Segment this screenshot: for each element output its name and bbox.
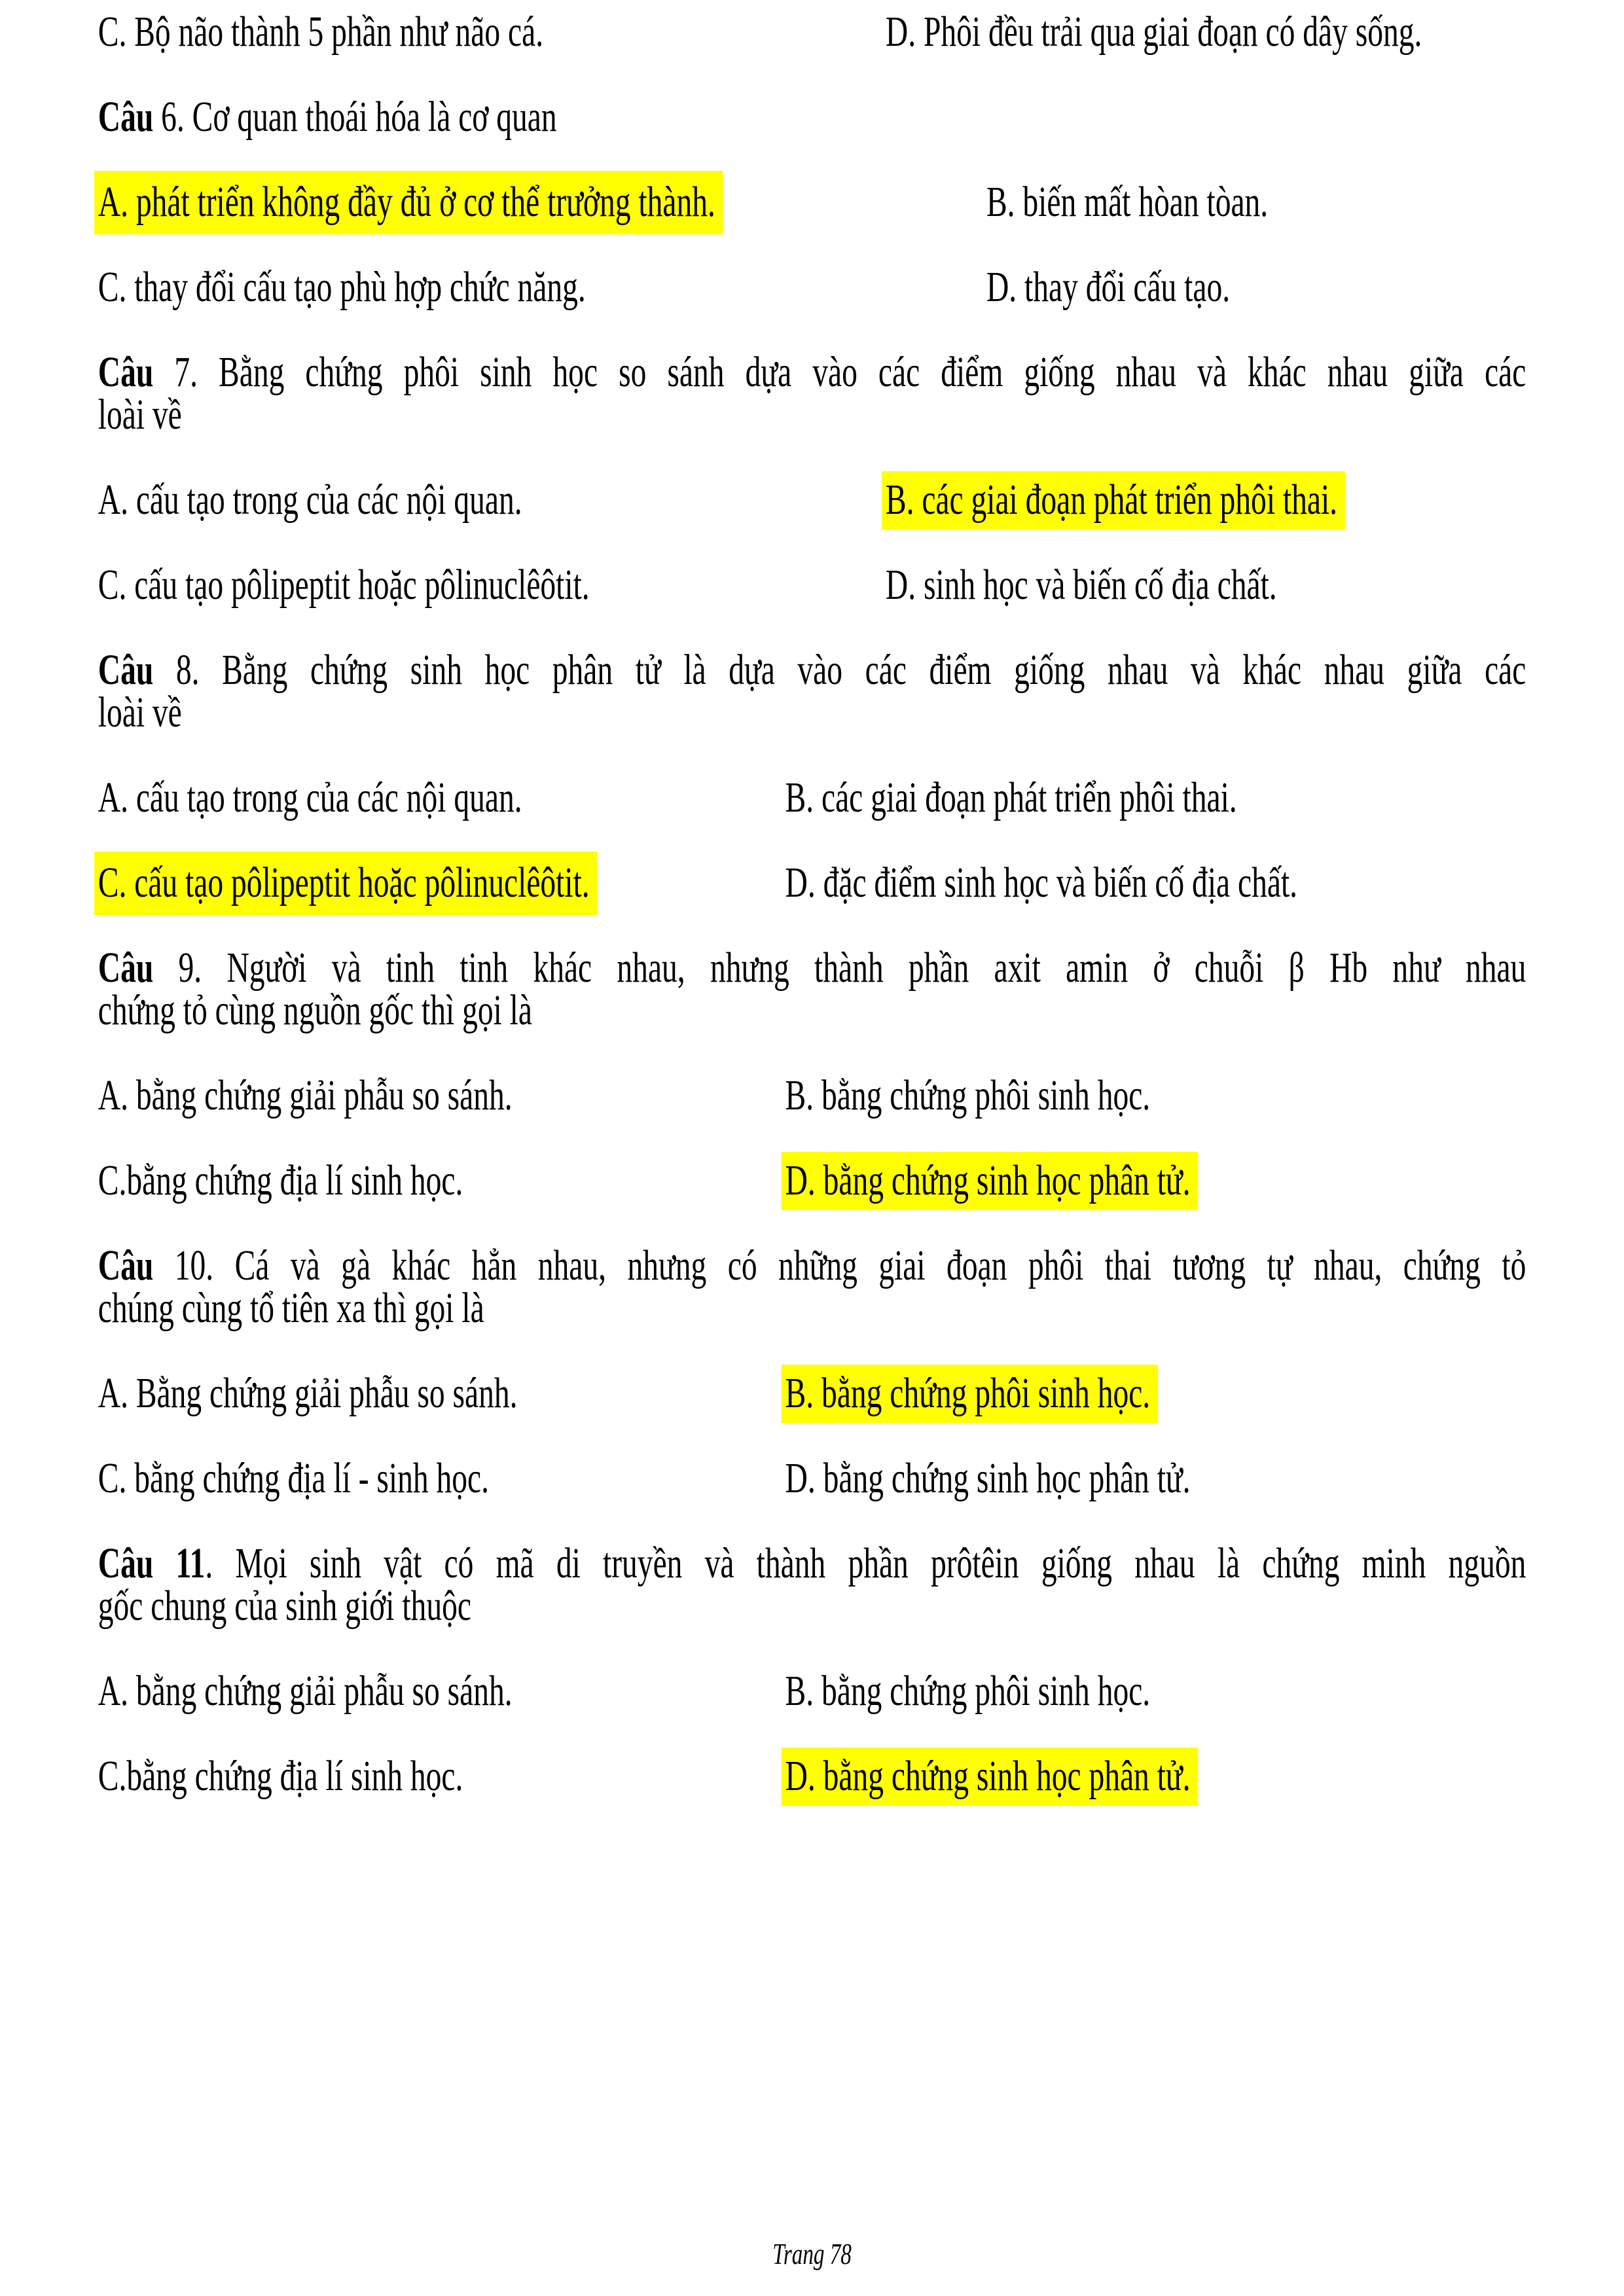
question-7-options-cd — [98, 561, 1526, 609]
option-b: B. bằng chứng phôi sinh học. — [785, 1667, 1151, 1715]
question-6-text: 6. Cơ quan thoái hóa là cơ quan — [153, 93, 557, 141]
option-c: C. cấu tạo pôlipeptit hoặc pôlinuclêôtit. — [94, 852, 597, 915]
question-11-line1: Câu 11. Mọi sinh vật có mã di truyền và thành phần prôtêin giống nhau là chứng minh nguồn — [98, 1539, 1526, 1587]
option-d: D. sinh học và biến cố địa chất. — [885, 561, 1277, 609]
question-10-options-ab — [98, 1369, 1526, 1417]
option-d: D. bằng chứng sinh học phân tử. — [785, 1454, 1191, 1502]
question-6-heading — [98, 93, 1526, 141]
question-7-heading — [98, 348, 1526, 439]
option-d: D. Phôi đều trải qua giai đoạn có dây sống. — [885, 8, 1422, 56]
option-b: B. các giai đoạn phát triển phôi thai. — [882, 471, 1344, 529]
question-8-line2: loài về — [98, 689, 182, 736]
question-11-heading — [98, 1539, 1526, 1630]
option-d: D. bằng chứng sinh học phân tử. — [782, 1748, 1198, 1806]
question-6-options-ab — [98, 178, 1526, 226]
question-10-line1: Câu 10. Cá và gà khác hẳn nhau, nhưng có những giai đoạn phôi thai tương tự nhau, chứng tỏ — [98, 1242, 1526, 1289]
option-c: C.bằng chứng địa lí sinh học. — [98, 1157, 463, 1204]
question-9-options-cd — [98, 1159, 1526, 1202]
option-d: D. đặc điểm sinh học và biến cố địa chất. — [785, 859, 1298, 906]
question-9-heading — [98, 944, 1526, 1034]
option-c: C. thay đổi cấu tạo phù hợp chức năng. — [98, 263, 586, 311]
question-9-options-ab — [98, 1071, 1526, 1119]
page-number: Trang 78 — [772, 2237, 852, 2270]
question-10-line2: chúng cùng tổ tiên xa thì gọi là — [98, 1284, 484, 1332]
option-a: A. cấu tạo trong của các nội quan. — [98, 774, 522, 821]
question-11-options-ab — [98, 1667, 1526, 1715]
question-9-label: Câu — [98, 944, 154, 992]
option-c: C.bằng chứng địa lí sinh học. — [98, 1752, 463, 1800]
question-7-label: Câu — [98, 348, 154, 396]
option-d: D. thay đổi cấu tạo. — [986, 263, 1231, 311]
question-11-options-cd — [98, 1752, 1526, 1800]
question-8-options-ab — [98, 776, 1526, 819]
option-c: C. bằng chứng địa lí - sinh học. — [98, 1454, 489, 1502]
option-b: B. bằng chứng phôi sinh học. — [782, 1365, 1158, 1423]
question-10-label: Câu — [98, 1242, 154, 1289]
options-row-q5-cd — [98, 8, 1526, 56]
question-7-line1: Câu 7. Bằng chứng phôi sinh học so sánh dựa vào các điểm giống nhau và khác nhau giữa các — [98, 348, 1526, 396]
option-b: B. bằng chứng phôi sinh học. — [785, 1071, 1151, 1119]
question-8-heading — [98, 646, 1526, 736]
question-8-line1: Câu 8. Bằng chứng sinh học phân tử là dựa vào các điểm giống nhau và khác nhau giữa các — [98, 646, 1526, 694]
option-d: D. bằng chứng sinh học phân tử. — [782, 1152, 1198, 1210]
question-7-options-ab — [98, 476, 1526, 524]
question-7-line2: loài về — [98, 391, 182, 439]
question-9-line1: Câu 9. Người và tinh tinh khác nhau, nhưng thành phần axit amin ở chuỗi β Hb như nhau — [98, 944, 1526, 992]
question-11-line2: gốc chung của sinh giới thuộc — [98, 1582, 471, 1630]
question-8-label: Câu — [98, 646, 154, 694]
question-9-line2: chứng tỏ cùng nguồn gốc thì gọi là — [98, 986, 532, 1034]
question-6-options-cd — [98, 263, 1526, 311]
option-a: A. bằng chứng giải phẫu so sánh. — [98, 1071, 513, 1119]
option-a: A. phát triển không đầy đủ ở cơ thể trưởng thành. — [94, 171, 723, 234]
question-11-label: Câu 11 — [98, 1539, 206, 1587]
question-8-options-cd — [98, 861, 1526, 904]
option-b: B. các giai đoạn phát triển phôi thai. — [785, 774, 1237, 821]
option-a: A. bằng chứng giải phẫu so sánh. — [98, 1667, 513, 1715]
question-10-heading — [98, 1242, 1526, 1332]
option-b: B. biến mất hòan tòan. — [986, 178, 1269, 226]
question-10-options-cd — [98, 1454, 1526, 1502]
option-a: A. Bằng chứng giải phẫu so sánh. — [98, 1369, 518, 1417]
option-c: C. Bộ não thành 5 phần như não cá. — [98, 8, 544, 56]
option-a: A. cấu tạo trong của các nội quan. — [98, 476, 522, 524]
option-c: C. cấu tạo pôlipeptit hoặc pôlinuclêôtit. — [98, 561, 590, 609]
question-6-label: Câu — [98, 93, 154, 141]
